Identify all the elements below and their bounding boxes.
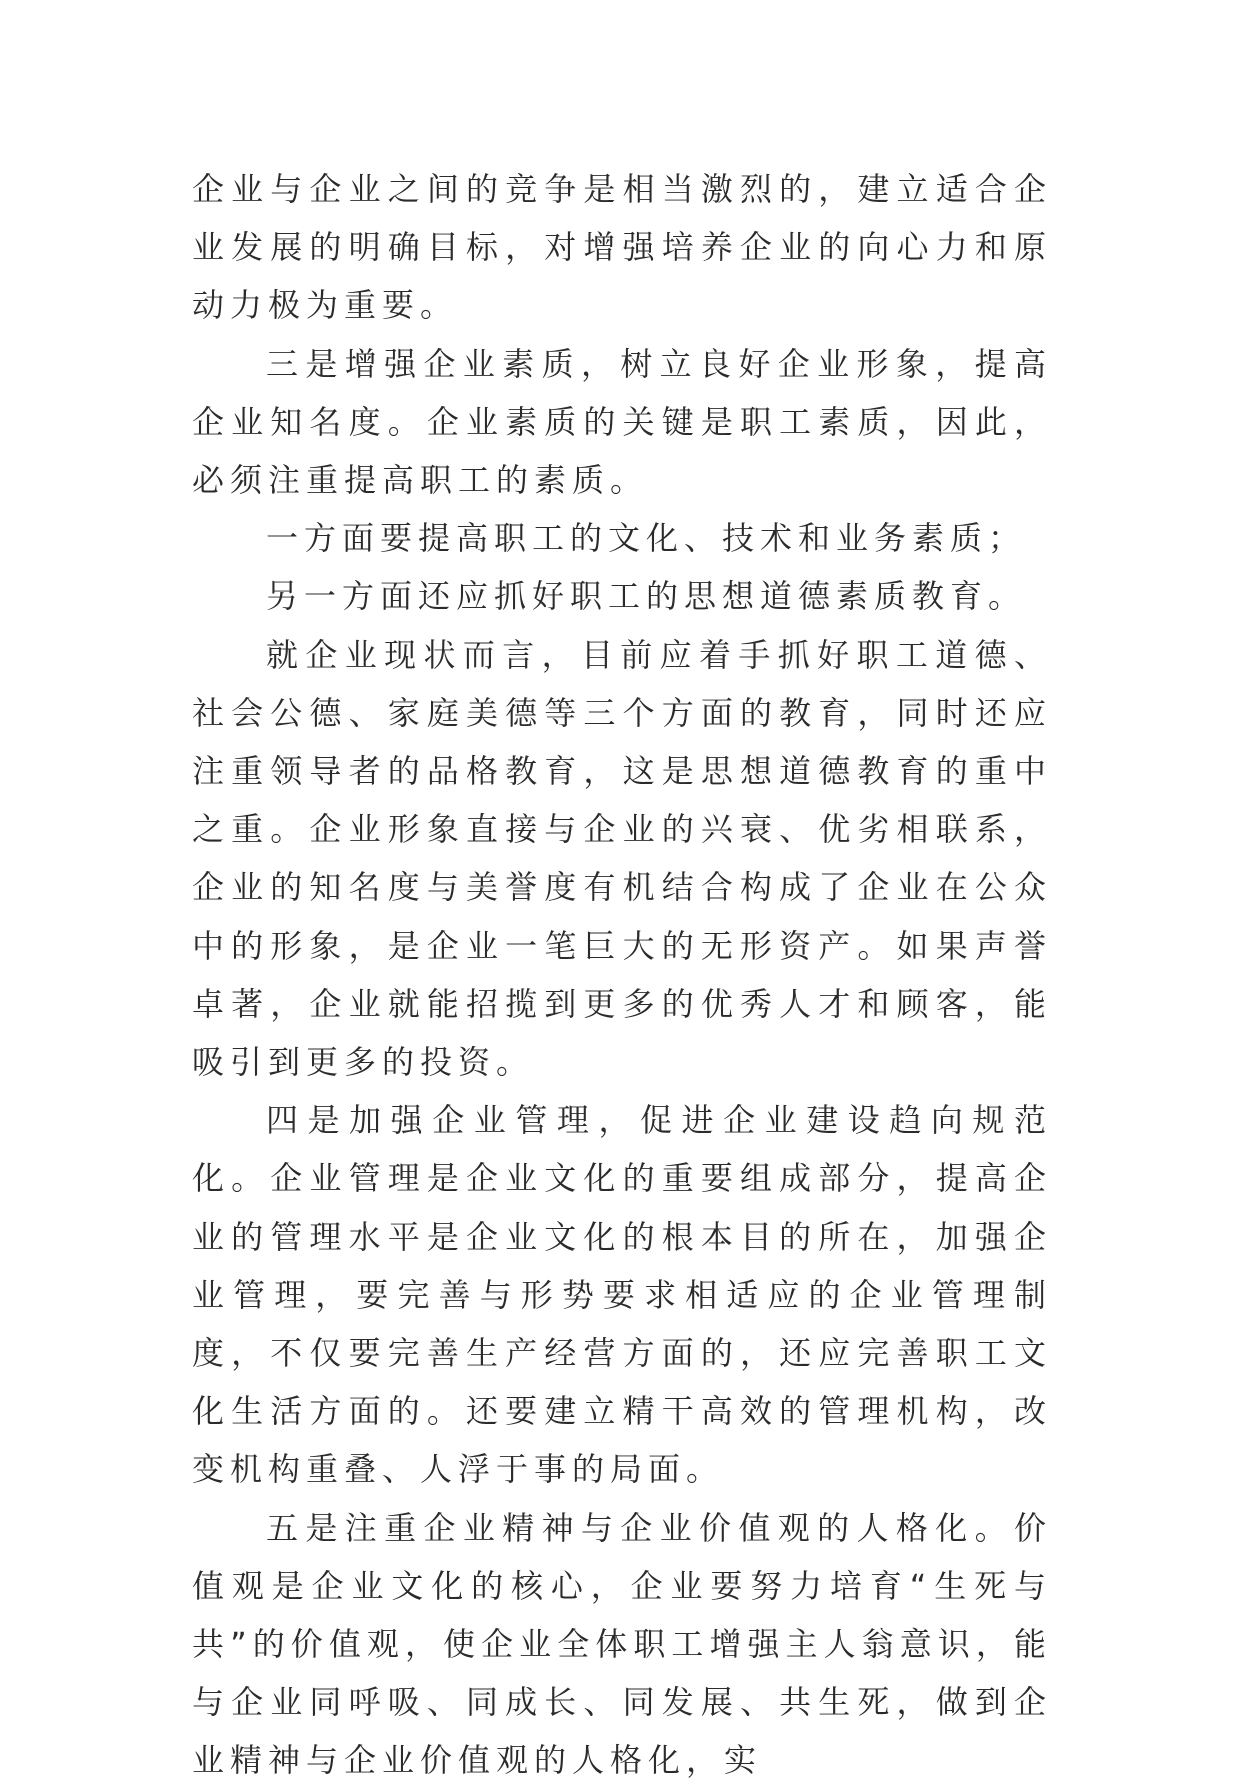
paragraph-enterprise-quality: 三是增强企业素质，树立良好企业形象，提高企业知名度。企业素质的关键是职工素质，因此，必须注重提高职工的素质。 (192, 344, 1052, 500)
paragraph-skills-quality: 一方面要提高职工的文化、技术和业务素质； (266, 519, 1027, 558)
paragraph-management: 四是加强企业管理，促进企业建设趋向规范化。企业管理是企业文化的重要组成部分，提高企业的管理水平是企业文化的根本目的所在，加强企业管理，要完善与形势要求相适应的企业管理制度，不仅要完善生产经营方面的，还应完善职工文化生活方面的。还要建立精干高效的管理机构，改变机构重叠、人浮于事的局面。 (192, 1101, 1052, 1489)
paragraph-goal: 企业与企业之间的竞争是相当激烈的，建立适合企业发展的明确目标，对增强培养企业的向心力和原动力极为重要。 (192, 170, 1052, 325)
paragraph-values: 五是注重企业精神与企业价值观的人格化。价值观是企业文化的核心，企业要努力培育“生死与共”的价值观，使企业全体职工增强主人翁意识，能与企业同呼吸、同成长、同发展、共生死，做到企业精神与企业价值观的人格化，实 (192, 1508, 1052, 1780)
paragraph-current-status: 就企业现状而言，目前应着手抓好职工道德、社会公德、家庭美德等三个方面的教育，同时还应注重领导者的品格教育，这是思想道德教育的重中之重。企业形象直接与企业的兴衰、优劣相联系，企业的知名度与美誉度有机结合构成了企业在公众中的形象，是企业一笔巨大的无形资产。如果声誉卓著，企业就能招揽到更多的优秀人才和顾客，能吸引到更多的投资。 (192, 635, 1052, 1082)
paragraph-moral-education: 另一方面还应抓好职工的思想道德素质教育。 (266, 577, 1027, 616)
document-body (192, 160, 1052, 1790)
